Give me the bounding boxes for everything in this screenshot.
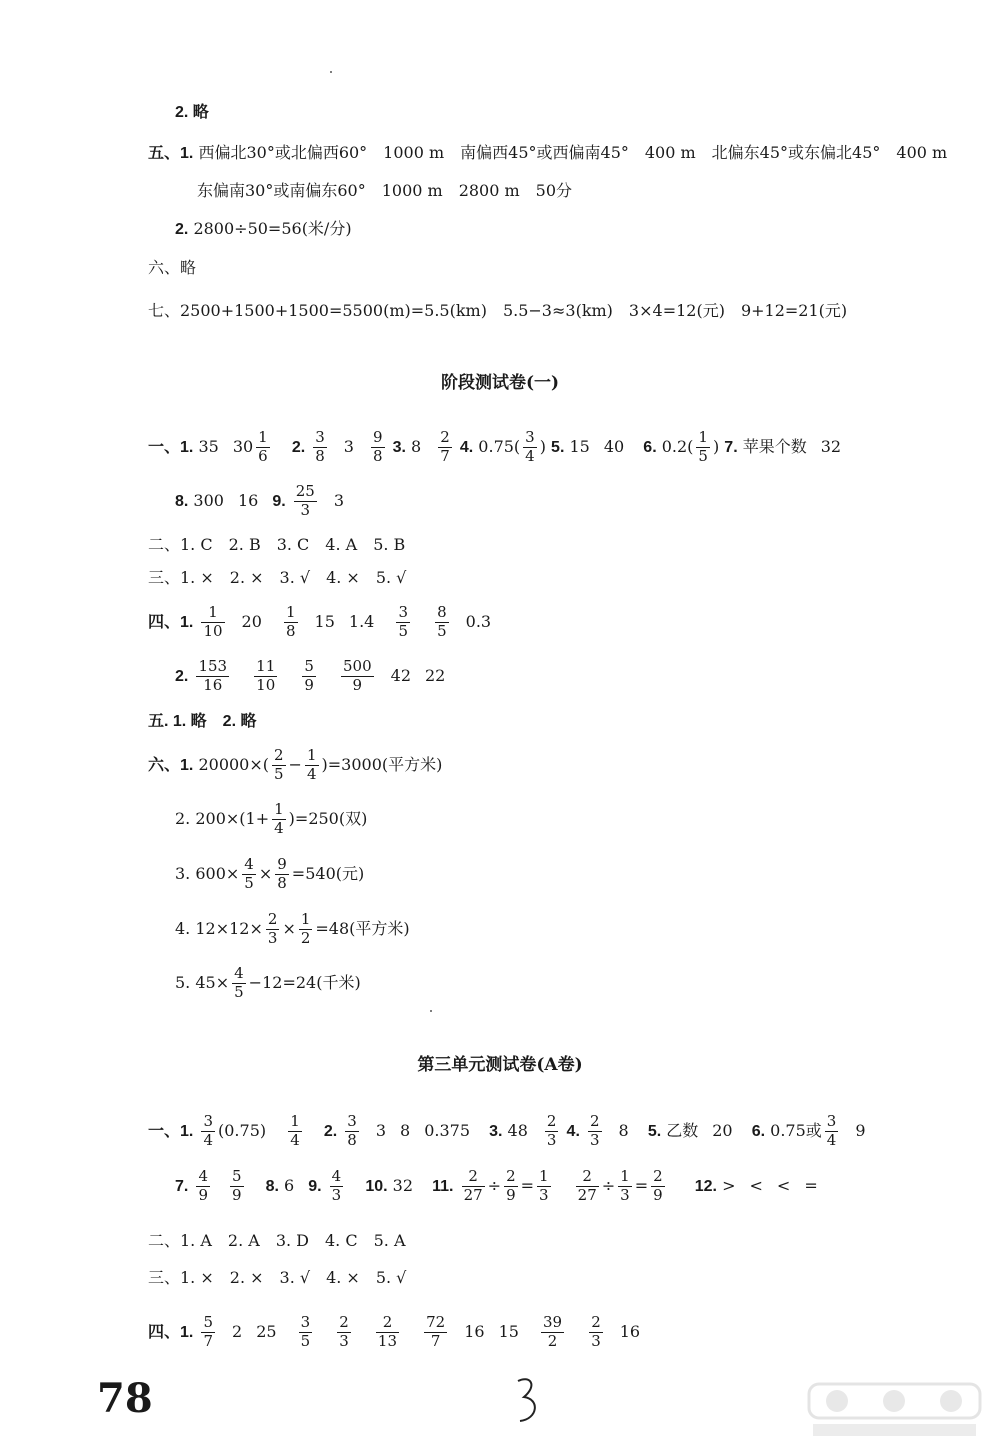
answer-line: 六、1. 20000×( $\frac{2}{5}$ − $\frac{1}{4}$ )=3000(平方米)	[148, 746, 443, 783]
answer-line: 7. $\frac{4}{9}$ $\frac{5}{9}$ 8. 6 9. $\frac{4}{3}$ 10. 32 11. $\frac{2}{27}$ ÷ $\frac{2}{9}$ = $\frac{1}{3}$ $\frac{2}{27}$ ÷ $\frac{1}{3}$ = $\frac{2}{9}$ 12. > < < =	[175, 1167, 818, 1204]
answer-line: 一、1. 35 30 $\frac{1}{6}$ 2. $\frac{3}{8}$ 3 $\frac{9}{8}$ 3. 8 $\frac{2}{7}$ 4. 0.75( $\frac{3}{4}$ ) 5. 15 40 6. 0.2( $\frac{1}{5}$ ) 7. 苹果个数 32	[148, 428, 842, 465]
answer-line: 2. $\frac{153}{16}$ $\frac{11}{10}$ $\frac{5}{9}$ $\frac{500}{9}$ 42 22	[175, 657, 446, 694]
answer-line: 2. 2800÷50=56(米/分)	[175, 219, 352, 238]
answer-line: 3. 600× $\frac{4}{5}$ × $\frac{9}{8}$ =540(元)	[175, 855, 365, 892]
answer-line: 4. 12×12× $\frac{2}{3}$ × $\frac{1}{2}$ =48(平方米)	[175, 910, 410, 947]
page-number: 78	[97, 1375, 153, 1422]
answer-line: 四、1. $\frac{1}{10}$ 20 $\frac{1}{8}$ 15 1.4 $\frac{3}{5}$ $\frac{8}{5}$ 0.3	[148, 603, 492, 640]
watermark-logo-icon	[807, 1380, 982, 1440]
answer-line: 三、1. × 2. × 3. √ 4. × 5. √	[148, 568, 407, 587]
answer-line: 2. 200×(1+ $\frac{1}{4}$ )=250(双)	[175, 800, 368, 837]
answer-line: 5. 45× $\frac{4}{5}$ −12=24(千米)	[175, 964, 361, 1001]
answer-line: 五. 1. 略 2. 略	[148, 713, 257, 730]
section-title: 第三单元测试卷(A卷)	[417, 1055, 583, 1075]
answer-line: 一、1. $\frac{3}{4}$ (0.75) $\frac{1}{4}$ 2. $\frac{3}{8}$ 3 8 0.375 3. 48 $\frac{2}{3}$ 4. $\frac{2}{3}$ 8 5. 乙数 20 6. 0.75或 $\frac{3}{4}$ 9	[148, 1112, 866, 1149]
answer-line: 七、2500+1500+1500=5500(m)=5.5(km) 5.5−3≈3(km) 3×4=12(元) 9+12=21(元)	[148, 301, 848, 320]
answer-line: 东偏南30°或南偏东60° 1000 m 2800 m 50分	[197, 181, 573, 200]
answer-line: 六、略	[148, 258, 197, 277]
handwritten-mark-icon	[512, 1375, 542, 1425]
stray-dot	[430, 1010, 432, 1012]
answer-line: 二、1. A 2. A 3. D 4. C 5. A	[148, 1231, 406, 1250]
answer-line: 2. 略	[175, 104, 209, 121]
section-title: 阶段测试卷(一)	[440, 373, 560, 393]
answer-line: 四、1. $\frac{5}{7}$ 2 25 $\frac{3}{5}$ $\frac{2}{3}$ $\frac{2}{13}$ $\frac{72}{7}$ 16 15 $\frac{39}{2}$ $\frac{2}{3}$ 16	[148, 1313, 641, 1350]
answer-line: 二、1. C 2. B 3. C 4. A 5. B	[148, 535, 406, 554]
answer-line: 8. 300 16 9. $\frac{25}{3}$ 3	[175, 482, 345, 519]
answer-line: 三、1. × 2. × 3. √ 4. × 5. √	[148, 1268, 407, 1287]
answer-line: 五、1. 西偏北30°或北偏西60° 1000 m 南偏西45°或西偏南45° 400 m 北偏东45°或东偏北45° 400 m	[148, 143, 948, 162]
stray-dot	[330, 71, 332, 73]
